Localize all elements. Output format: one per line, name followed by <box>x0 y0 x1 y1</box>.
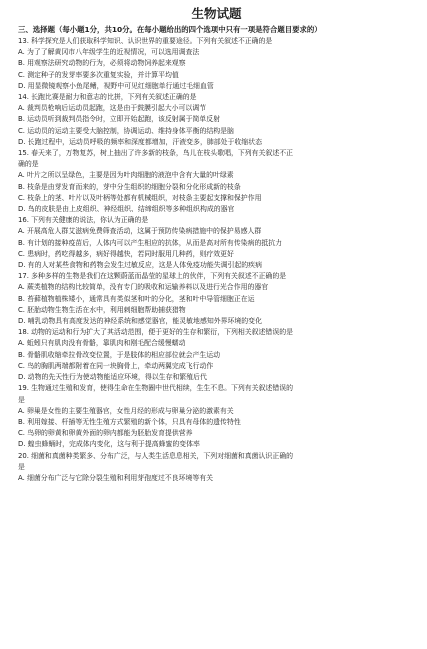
question-line: A. 叶片之所以呈绿色，主要是因为叶肉细胞的液泡中含有大量的叶绿素 <box>18 171 234 180</box>
question-13 <box>18 36 415 92</box>
question-14 <box>18 92 415 148</box>
question-line: C. 测定种子的发芽率要多次重复实验，并计算平均值 <box>18 70 179 79</box>
question-line: A. 为了了解黄冈市八年级学生的近视情况，可以选用调查法 <box>18 48 200 57</box>
question-line: B. 运动员听到裁判员指令时，立即开始起跑，该反射属于简单反射 <box>18 115 221 124</box>
question-line: D. 用显微镜观察小鱼尾鳍，视野中可见红细胞单行通过毛细血管 <box>18 81 214 90</box>
question-line: C. 鸟卵的卵黄和卵黄外面的卵内都能为胚胎发育提供营养 <box>18 429 193 438</box>
page-title: 生物试题 <box>191 6 242 21</box>
question-line: B. 骨骼肌收缩牵拉骨改变位置，于是肢体的相应部位就会产生运动 <box>18 350 221 359</box>
question-stem: 15. 春天来了，万物复苏，树上抽出了许多新的枝条，鸟儿在枝头歌唱，下列有关叙述不正 <box>18 149 293 158</box>
question-line: D. 鸟的皮肤是由上皮组织、神经组织、结缔组织等多种组织构成的器官 <box>18 205 235 214</box>
question-line: C. 胚胎动物生物生活在水中，利用刺细胞帮助捕获猎物 <box>18 305 186 314</box>
question-line: A. 蕨类植物的结构比较简单，没有专门的吸收和运输养料以及进行光合作用的器官 <box>18 283 269 292</box>
question-line: D. 有的人对某些食物和药物会发生过敏反应，这是人体免疫功能失调引起的疾病 <box>18 261 262 270</box>
question-line: A. 卵巢是女性的主要生殖器官，女性月经的形成与卵巢分泌的激素有关 <box>18 406 234 415</box>
question-20 <box>18 451 415 485</box>
question-stem: 13. 科学探究是人们获取科学知识、认识世界的重要途径。下列有关叙述不正确的是 <box>18 37 273 45</box>
question-line: A. 裁判员枪响后运动员起跑，这是由于鼓膜引起大小可以调节 <box>18 104 207 113</box>
question-stem: 17. 多种多样的生物是我们在这颗蔚蓝而晶莹的星球上的伙伴，下列有关叙述不正确的是 <box>18 272 287 281</box>
question-17 <box>18 271 415 327</box>
question-line: C. 运动员的运动主要受大脑控制，协调运动、维持身体平衡的结构是脑 <box>18 126 234 135</box>
question-line: 是 <box>18 462 25 471</box>
question-stem: 18. 动物的运动和行为扩大了其活动范围，便于更好的生存和繁衍，下列相关叙述错误的是 <box>18 328 293 337</box>
question-stem: 20. 细菌和真菌种类繁多、分布广泛，与人类生活息息相关，下列对细菌和真菌认识正确的 <box>18 451 293 460</box>
question-line: B. 有计划的接种疫苗后，人体内可以产生相应的抗体，从而是高对所有传染病的抵抗力 <box>18 238 283 247</box>
question-line: A. 开展高危人群艾滋病免费筛查活动，这属于预防传染病措施中的保护易感人群 <box>18 227 262 236</box>
question-line: D. 动物的先天性行为使动物能适应环境，得以生存和繁殖后代 <box>18 373 207 382</box>
section-heading: 三、选择题（每小题1分，共10分。在每小题给出的四个选项中只有一项是符合题目要求的） <box>18 25 322 34</box>
question-stem: 19. 生物通过生殖和发育，使得生命在生物圈中世代相续，生生不息。下列有关叙述错误的 <box>18 384 293 393</box>
question-line: D. 蝗虫蜂蛹时，完成体内变化，这与利于提高蜂蜜的变体率 <box>18 440 200 449</box>
question-line: 是 <box>18 395 25 404</box>
question-15 <box>18 148 415 215</box>
question-line: A. 蚯蚓只有肌肉没有骨骼，靠肌肉和刚毛配合缓慢蠕动 <box>18 339 186 348</box>
question-16 <box>18 215 415 271</box>
question-list <box>18 36 415 484</box>
question-line: B. 利用嫁接、杆插等无性生殖方式繁殖的新个体，只具有母体的遗传特性 <box>18 417 241 426</box>
question-line: 确的是 <box>18 160 39 169</box>
question-line: C. 鸟的胸肌两端都附着在同一块胸骨上，牵动两翼完成飞行动作 <box>18 361 214 370</box>
question-stem: 16. 下列有关健康的说法，你认为正确的是 <box>18 216 149 225</box>
question-line: B. 用观察法研究动物的行为，必须将动物饲养起来观察 <box>18 59 186 68</box>
question-line: B. 苔藓植物植株矮小，通常具有类似茎和叶的分化，茎和叶中导管细胞正在运 <box>18 294 255 303</box>
question-line: B. 枝条是由芽发育而来的，芽中分生组织的细胞分裂和分化形成新的枝条 <box>18 182 241 191</box>
question-18 <box>18 327 415 383</box>
question-line: C. 患病时，药吃得越多，病好得越快，若同时服用几种药，则疗效更好 <box>18 249 234 258</box>
question-stem: 14. 长跑比赛是耐力和意志的比拼，下列有关叙述正确的是 <box>18 93 197 102</box>
question-line: A. 细菌分布广泛与它除分裂生殖和利用芽孢度过不良环境等有关 <box>18 473 214 482</box>
question-19 <box>18 383 415 450</box>
question-line: D. 长跑过程中，运动员呼吸的频率和深度都增加，汗液变多，肺部处于收缩状态 <box>18 137 262 146</box>
question-line: C. 枝条上的茎、叶片以及叶柄等处都有机械组织，对枝条主要起支撑和保护作用 <box>18 193 262 202</box>
question-line: D. 哺乳动物具有高度发达的神经系统和感觉器官，能灵敏地感知外界环境的变化 <box>18 317 262 326</box>
